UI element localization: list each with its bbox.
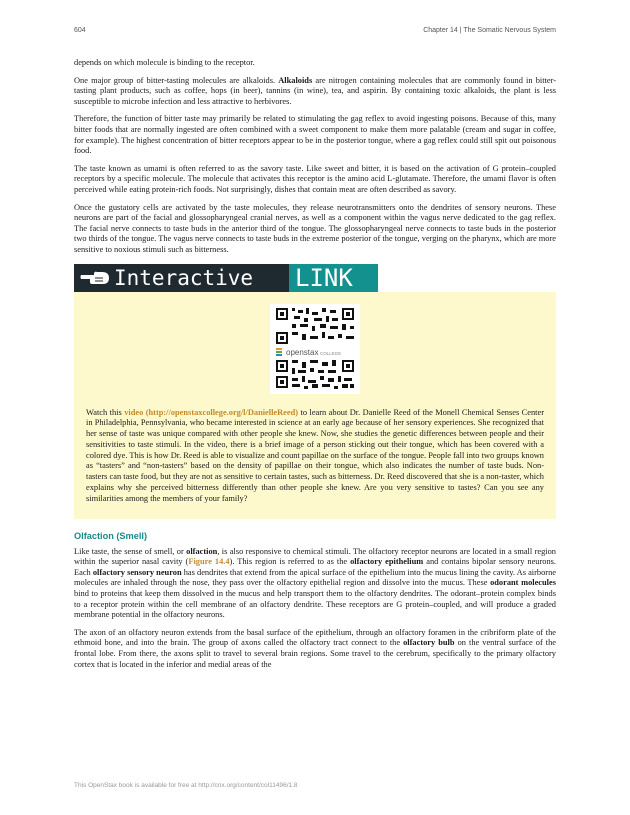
video-link[interactable]: video (http://openstaxcollege.org/l/DanielleReed) <box>124 407 299 417</box>
text: to learn about Dr. Danielle Reed of the Monell Chemical Senses Center in Philadelphia, Pennsylvania, who became interested in science at an early age because of her sensory experiences. She recognized that her sense of taste was unique compared with other people she knew. Now, she studies the genetic differences between people and their sensitivities to taste stimuli. In the video, there is a brief image of a person sticking out their tongue, which has been covered with a colored dye. This is how Dr. Reed is able to visualize and count papillae on the surface of the tongue. People fall into two groups known as “tasters” and “non-tasters” based on the density of papillae on their tongue, which also indicates the number of taste buds. Non-tasters can taste food, but they are not as sensitive to certain tastes, such as bitterness. Dr. Reed discovered that she is a non-taster, which explains why she perceived bitterness differently than other people she knew. Are you very sensitive to tastes? Can you see any similarities among the members of your family? <box>86 407 544 503</box>
qr-code-icon <box>270 304 360 394</box>
chapter-title: Chapter 14 | The Somatic Nervous System <box>423 27 556 34</box>
term-olfactory-sensory-neuron: olfactory sensory neuron <box>92 567 182 577</box>
term-alkaloids: Alkaloids <box>278 75 313 85</box>
banner-word-interactive: Interactive <box>114 265 254 290</box>
paragraph-olfaction-2 <box>74 628 556 670</box>
text: One major group of bitter-tasting molecules are alkaloids. <box>74 75 279 85</box>
text: , is also responsive to chemical stimuli. The olfactory receptor neurons are located in a small region within the superior nasal cavity ( <box>74 546 556 567</box>
paragraph-olfaction-1 <box>74 547 556 621</box>
paragraph-gustatory: Once the gustatory cells are activated by the taste molecules, they release neurotransmitters onto the dendrites of sensory neurons. These neurons are part of the facial and glossopharyngeal cranial nerves, as well as a component within the vagus nerve dedicated to the gag reflex. The facial nerve connects to taste buds in the anterior third of the tongue. The glossopharyngeal nerve connects to taste buds in the posterior two thirds of the tongue. The vagus nerve connects to taste buds in the extreme posterior of the tongue, verging on the pharynx, which are more sensitive to noxious stimuli such as bitterness. <box>74 202 556 254</box>
interactive-text <box>86 408 544 505</box>
paragraph-bitter: Therefore, the function of bitter taste may primarily be related to stimulating the gag reflex to avoid ingesting poisons. Because of this, many bitter foods that are normally ingested are often combined with a sweet component to make them more palatable (cream and sugar in coffee, for example). The highest concentration of bitter receptors appear to be in the posterior tongue, where a gag reflex could still spit out poisonous food. <box>74 114 556 156</box>
text: The axon of an olfactory neuron extends from the basal surface of the epithelium, through an olfactory foramen in the cribriform plate of the ethmoid bone, and into the brain. The group of axons called the olfactory tract connect to the <box>74 627 556 648</box>
qr-code[interactable] <box>270 304 360 394</box>
section-heading-olfaction: Olfaction (Smell) <box>74 530 147 541</box>
term-olfaction: olfaction <box>186 546 218 556</box>
openstax-brand: openstax <box>286 347 319 357</box>
interactive-link-banner <box>74 264 378 292</box>
pointing-hand-icon <box>80 269 110 287</box>
page-header <box>74 27 556 39</box>
term-odorant-molecules: odorant molecules <box>490 578 556 588</box>
openstax-suffix: COLLEGE <box>320 350 342 356</box>
paragraph-alkaloids <box>74 76 556 108</box>
text: bind to proteins that keep them dissolved in the mucus and help transport them to the olfactory dendrites. The odorant–protein complex binds to a receptor protein within the cell membrane of an olfactory dendrite. These receptors are G protein–coupled, and will produce a graded membrane potential in the olfactory neurons. <box>74 589 556 620</box>
interactive-box <box>74 292 556 519</box>
paragraph-continued: depends on which molecule is binding to the receptor. <box>74 58 255 67</box>
figure-link[interactable]: Figure 14.4 <box>188 557 230 567</box>
banner-word-link: LINK <box>295 263 353 292</box>
page-footer: This OpenStax book is available for free at http://cnx.org/content/col11496/1.8 <box>74 782 298 789</box>
page-content <box>74 58 556 677</box>
page-number: 604 <box>74 27 86 34</box>
text: are nitrogen containing molecules that are commonly found in bitter-tasting plant products, such as coffee, hops (in beer), tannins (in wine), tea, and aspirin. By containing toxic alkaloids, the plant is less susceptible to microbe infection and less attractive to herbivores. <box>74 75 556 106</box>
text: on the ventral surface of the frontal lobe. From there, the axons split to travel to several brain regions. Some travel to the cerebrum, specifically to the primary olfactory cortex that is located in the inferior and medial areas of the <box>74 638 556 669</box>
paragraph-umami: The taste known as umami is often referred to as the savory taste. Like sweet and bitter, it is based on the activation of G protein–coupled receptors by a specific molecule. The molecule that activates this receptor is the amino acid L-glutamate. Therefore, the umami flavor is often perceived while eating protein-rich foods. Not surprisingly, dishes that contain meat are often described as savory. <box>74 163 556 194</box>
term-olfactory-epithelium: olfactory epithelium <box>350 557 424 567</box>
text: Like taste, the sense of smell, or <box>74 546 187 556</box>
text: Watch this <box>86 407 125 417</box>
term-olfactory-bulb: olfactory bulb <box>403 638 455 648</box>
text: ). This region is referred to as the <box>229 557 351 567</box>
text: has dendrites that extend from the apical surface of the epithelium into the mucus lining the cavity. As airborne molecules are inhaled through the nose, they pass over the olfactory epithelial region and dissolve into the mucus. These <box>74 567 556 588</box>
text: and contains bipolar sensory neurons. Each <box>74 557 557 577</box>
